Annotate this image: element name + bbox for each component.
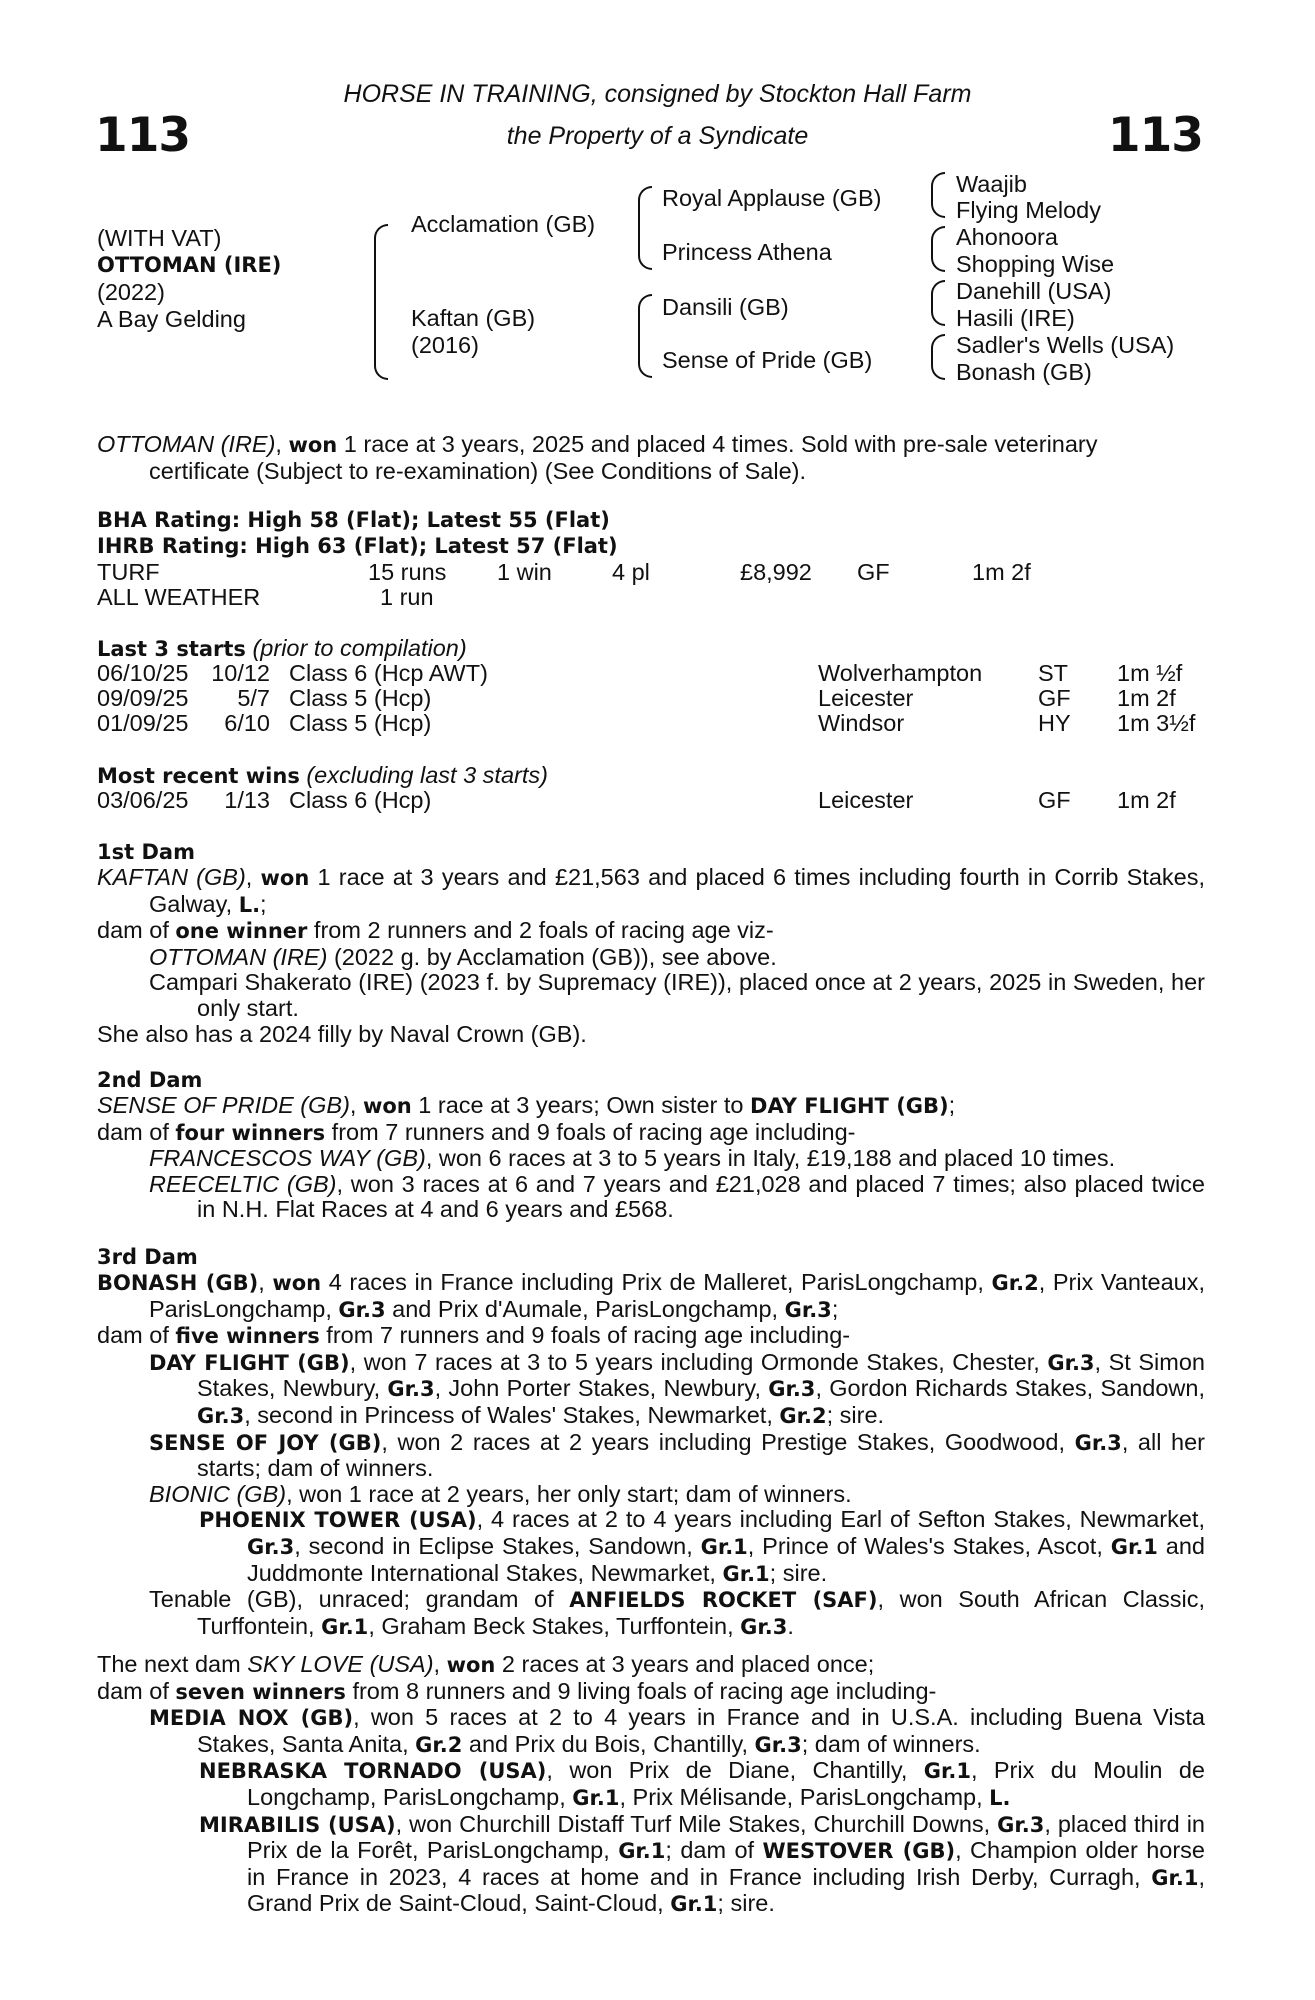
turf-wins: 1 win bbox=[497, 559, 552, 585]
last3-going: HY bbox=[1038, 710, 1071, 736]
last3-course: Leicester bbox=[818, 685, 914, 711]
pedigree-bracket-g3 bbox=[931, 280, 945, 326]
pedigree-bracket-main bbox=[374, 224, 388, 380]
dam1-section: KAFTAN (GB), won 1 race at 3 years and £21,563 and placed 6 times including fourth in Corrib Stakes, Galway, L.; dam of one winner from 2 runners and 2 foals of racing age viz- OTTOMAN (IRE) (2022 g. by Acclamation (GB)), see above. Campari Shakerato (IRE) (2023 f. by Supremacy (IRE)), placed once at 2 years, 2025 in Sweden, her only start. She also has a 2024 filly by Naval Crown (GB). bbox=[97, 864, 1205, 1047]
recentwin-pos: 1/13 bbox=[224, 787, 270, 813]
last3-heading: Last 3 starts (prior to compilation) bbox=[97, 635, 467, 661]
turf-places: 4 pl bbox=[612, 559, 650, 585]
summary-text2: certificate (Subject to re-examination) (See Conditions of Sale). bbox=[149, 457, 807, 484]
lot-number-right: 113 bbox=[1107, 108, 1203, 163]
property-line: the Property of a Syndicate bbox=[506, 122, 809, 150]
pedigree-g6: Hasili (IRE) bbox=[956, 305, 1075, 331]
recentwins-heading: Most recent wins (excluding last 3 starts) bbox=[97, 762, 548, 788]
recentwin-dist: 1m 2f bbox=[1117, 787, 1176, 813]
summary-won: won bbox=[288, 433, 338, 457]
dam2-heading: 2nd Dam bbox=[97, 1068, 203, 1092]
pedigree-bracket-g4 bbox=[931, 334, 945, 380]
dam3-heading: 3rd Dam bbox=[97, 1245, 198, 1269]
recentwin-going: GF bbox=[1038, 787, 1071, 813]
horse-year: (2022) bbox=[97, 279, 165, 305]
last3-pos: 6/10 bbox=[224, 710, 270, 736]
last3-course: Wolverhampton bbox=[818, 660, 983, 686]
pedigree-dam-dam: Sense of Pride (GB) bbox=[662, 347, 873, 373]
last3-cls: Class 5 (Hcp) bbox=[289, 685, 432, 711]
bha-rating: BHA Rating: High 58 (Flat); Latest 55 (Flat) bbox=[97, 508, 610, 532]
recentwin-date: 03/06/25 bbox=[97, 787, 189, 813]
aw-runs: 1 run bbox=[380, 584, 434, 610]
aw-label: ALL WEATHER bbox=[97, 584, 261, 610]
last3-going: GF bbox=[1038, 685, 1071, 711]
recentwin-cls: Class 6 (Hcp) bbox=[289, 787, 432, 813]
ihrb-rating: IHRB Rating: High 63 (Flat); Latest 57 (Flat) bbox=[97, 534, 618, 558]
last3-dist: 1m 3½f bbox=[1117, 710, 1196, 736]
pedigree-bracket-g1 bbox=[931, 172, 945, 218]
horse-name: OTTOMAN (IRE) bbox=[97, 253, 282, 277]
pedigree-sire: Acclamation (GB) bbox=[411, 211, 596, 237]
last3-going: ST bbox=[1038, 660, 1069, 686]
consignor-line: HORSE IN TRAINING, consigned by Stockton Hall Farm bbox=[343, 80, 972, 108]
last3-cls: Class 5 (Hcp) bbox=[289, 710, 432, 736]
vat-label: (WITH VAT) bbox=[97, 225, 222, 251]
turf-prize: £8,992 bbox=[740, 559, 812, 585]
pedigree-g1: Waajib bbox=[956, 171, 1027, 197]
pedigree-dam: Kaftan (GB) bbox=[411, 305, 536, 331]
last3-date: 06/10/25 bbox=[97, 660, 189, 686]
pedigree-g2: Flying Melody bbox=[956, 197, 1101, 223]
turf-label: TURF bbox=[97, 559, 160, 585]
last3-course: Windsor bbox=[818, 710, 905, 736]
last3-pos: 10/12 bbox=[211, 660, 270, 686]
lot-number-left: 113 bbox=[95, 108, 191, 163]
last3-dist: 1m 2f bbox=[1117, 685, 1176, 711]
last3-date: 01/09/25 bbox=[97, 710, 189, 736]
pedigree-g3: Ahonoora bbox=[956, 224, 1058, 250]
pedigree-bracket-dam bbox=[638, 294, 652, 378]
pedigree-sire-dam: Princess Athena bbox=[662, 239, 832, 265]
summary-name: OTTOMAN (IRE) bbox=[97, 431, 276, 457]
pedigree-dam-year: (2016) bbox=[411, 332, 479, 358]
horse-description: A Bay Gelding bbox=[97, 306, 246, 332]
summary-paragraph: OTTOMAN (IRE), won 1 race at 3 years, 2025 and placed 4 times. Sold with pre-sale veterinary certificate (Subject to re-examination) (See Conditions of Sale). bbox=[97, 432, 1205, 484]
summary-text1: 1 race at 3 years, 2025 and placed 4 times. Sold with pre-sale veterinary bbox=[337, 431, 1098, 457]
dam2-section: SENSE OF PRIDE (GB), won 1 race at 3 years; Own sister to DAY FLIGHT (GB); dam of four winners from 7 runners and 9 foals of racing age including- FRANCESCOS WAY (GB), won 6 races at 3 to 5 years in Italy, £19,188 and placed 10 times. REECELTIC (GB), won 3 races at 6 and 7 years and £21,028 and placed 7 times; also placed twice in N.H. Flat Races at 4 and 6 years and £568. bbox=[97, 1092, 1205, 1223]
recentwin-course: Leicester bbox=[818, 787, 914, 813]
last3-pos: 5/7 bbox=[237, 685, 270, 711]
pedigree-dam-sire: Dansili (GB) bbox=[662, 294, 789, 320]
pedigree-sire-sire: Royal Applause (GB) bbox=[662, 185, 882, 211]
pedigree-g7: Sadler's Wells (USA) bbox=[956, 332, 1175, 358]
last3-cls: Class 6 (Hcp AWT) bbox=[289, 660, 488, 686]
pedigree-bracket-sire bbox=[638, 186, 652, 270]
pedigree-g4: Shopping Wise bbox=[956, 251, 1115, 277]
nextdam-section: The next dam SKY LOVE (USA), won 2 races at 3 years and placed once; dam of seven winners from 8 runners and 9 living foals of racing age including- MEDIA NOX (GB), won 5 races at 2 to 4 years in France and in U.S.A. including Buena Vista Stakes, Santa Anita, Gr.2 and Prix du Bois, Chantilly, Gr.3; dam of winners. NEBRASKA TORNADO (USA), won Prix de Diane, Chantilly, Gr.1, Prix du Moulin de Longchamp, ParisLongchamp, Gr.1, Prix Mélisande, ParisLongchamp, L. MIRABILIS (USA), won Churchill Distaff Turf Mile Stakes, Churchill Downs, Gr.3, placed third in Prix de la Forêt, ParisLongchamp, Gr.1; dam of WESTOVER (GB), Champion older horse in France in 2023, 4 races at home and in France including Irish Derby, Curragh, Gr.1, Grand Prix de Saint-Cloud, Saint-Cloud, Gr.1; sire. bbox=[97, 1651, 1205, 1917]
dam1-heading: 1st Dam bbox=[97, 840, 195, 864]
turf-distance: 1m 2f bbox=[972, 559, 1031, 585]
pedigree-bracket-g2 bbox=[931, 226, 945, 272]
pedigree-g8: Bonash (GB) bbox=[956, 359, 1092, 385]
dam3-section: BONASH (GB), won 4 races in France including Prix de Malleret, ParisLongchamp, Gr.2, Prix Vanteaux, ParisLongchamp, Gr.3 and Prix d'Aumale, ParisLongchamp, Gr.3; dam of five winners from 7 runners and 9 foals of racing age including- DAY FLIGHT (GB), won 7 races at 3 to 5 years including Ormonde Stakes, Chester, Gr.3, St Simon Stakes, Newbury, Gr.3, John Porter Stakes, Newbury, Gr.3, Gordon Richards Stakes, Sandown, Gr.3, second in Princess of Wales' Stakes, Newmarket, Gr.2; sire. SENSE OF JOY (GB), won 2 races at 2 years including Prestige Stakes, Goodwood, Gr.3, all her starts; dam of winners. BIONIC (GB), won 1 race at 2 years, her only start; dam of winners. PHOENIX TOWER (USA), 4 races at 2 to 4 years including Earl of Sefton Stakes, Newmarket, Gr.3, second in Eclipse Stakes, Sandown, Gr.1, Prince of Wales's Stakes, Ascot, Gr.1 and Juddmonte International Stakes, Newmarket, Gr.1; sire. Tenable (GB), unraced; grandam of ANFIELDS ROCKET (SAF), won South African Classic, Turffontein, Gr.1, Graham Beck Stakes, Turffontein, Gr.3. bbox=[97, 1269, 1205, 1639]
last3-date: 09/09/25 bbox=[97, 685, 189, 711]
last3-dist: 1m ½f bbox=[1117, 660, 1183, 686]
pedigree-g5: Danehill (USA) bbox=[956, 278, 1112, 304]
turf-going: GF bbox=[857, 559, 890, 585]
turf-runs: 15 runs bbox=[368, 559, 447, 585]
